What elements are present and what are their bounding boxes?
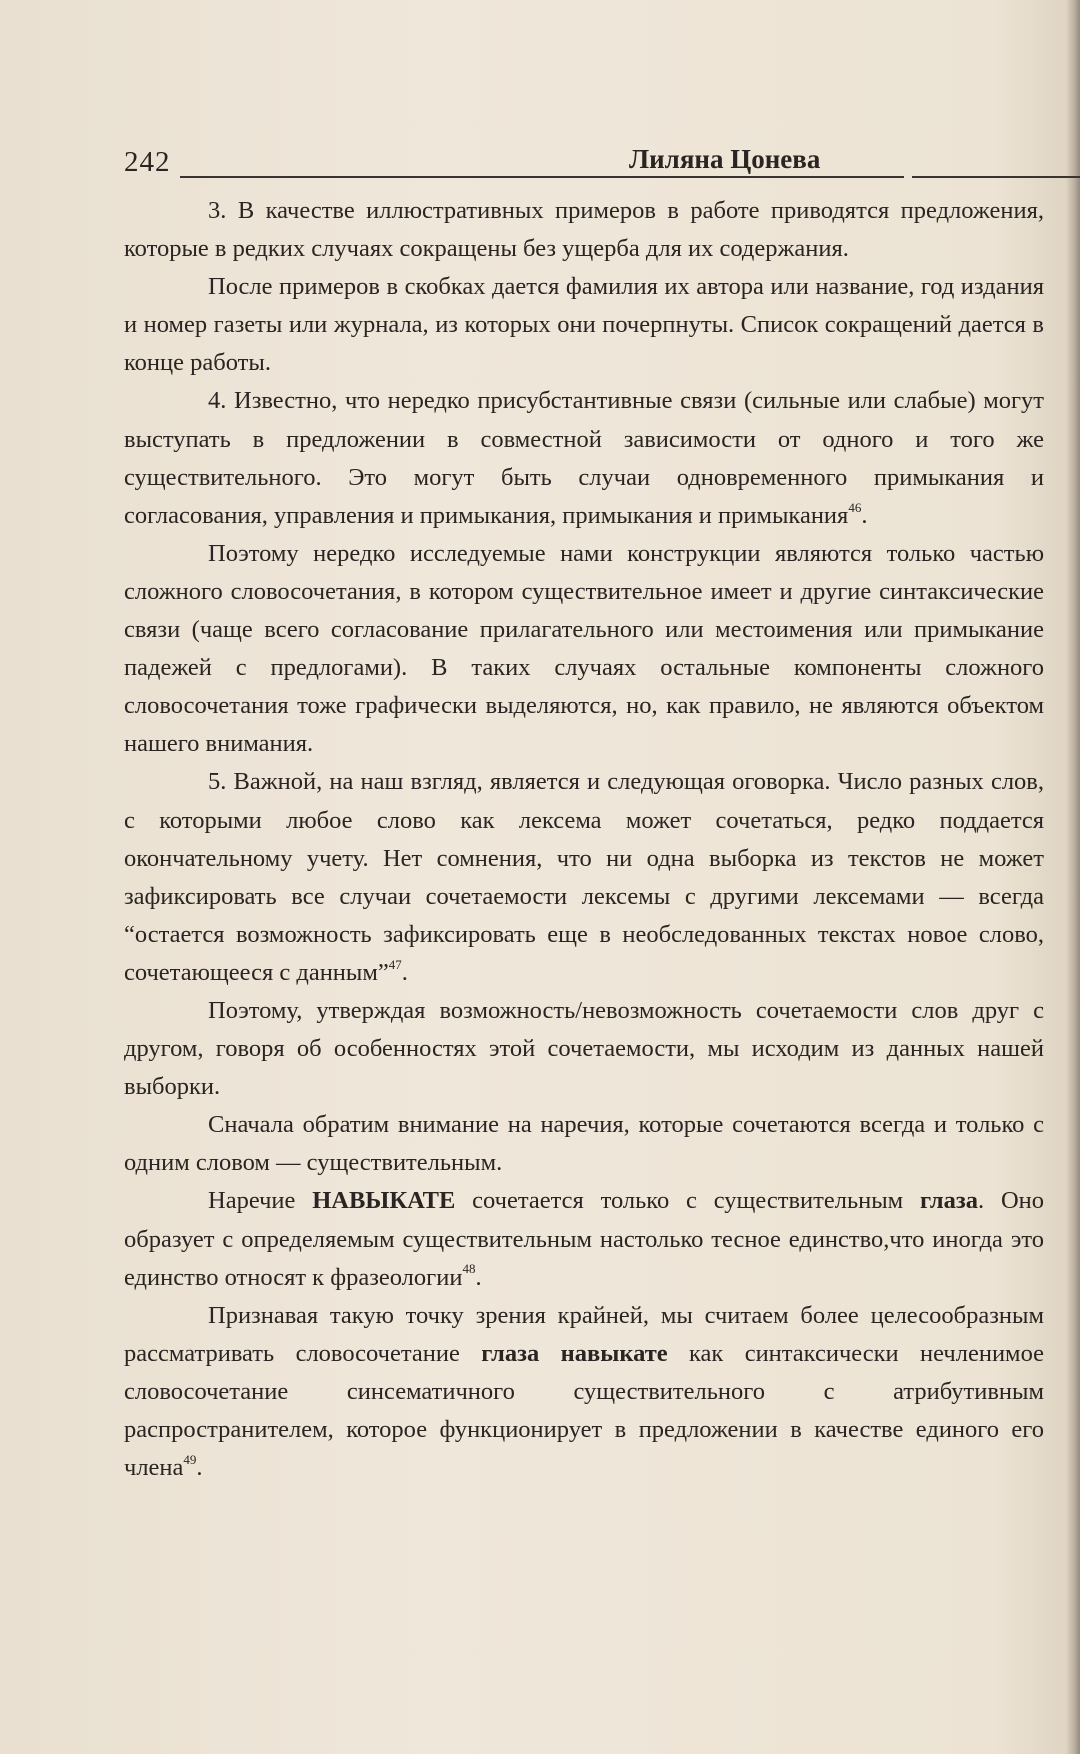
- paragraph-4: [124, 535, 1044, 764]
- page-edge-shadow: [1066, 0, 1080, 1754]
- paragraph-9: [124, 1297, 1044, 1487]
- paragraph-text: Признавая такую точку зрения крайней, мы считаем более целесообразным рассматривать словосочетание: [124, 1301, 1044, 1367]
- paragraph-text: как синтаксически нечленимое словосочетание синсематичного существительного с атрибутивным распространителем, которое функционирует в предложении в качестве единого его члена: [124, 1339, 1044, 1482]
- header-rule-right: [912, 176, 1080, 178]
- page-number: 242: [124, 146, 171, 178]
- paragraph-text: Поэтому нередко исследуемые нами конструкции являются только частью сложного словосочетания, в котором существительное имеет и другие синтаксические связи (чаще всего согласование прилагательного или местоимения или примыкание падежей с предлогами). В таких случаях остальные компоненты сложного словосочетания тоже графически выделяются, но, как правило, не являются объектом нашего внимания.: [124, 539, 1044, 758]
- footnote-ref-46: 46: [848, 499, 862, 515]
- paragraph-text: Поэтому, утверждая возможность/невозможность сочетаемости слов друг с другом, говоря об особенностях этой сочетаемости, мы исходим из данных нашей выборки.: [124, 996, 1044, 1101]
- paragraph-text: сочетается только с существительным: [455, 1187, 921, 1215]
- body-text: [124, 192, 1044, 1487]
- page-header: [124, 140, 1050, 184]
- footnote-ref-49: 49: [183, 1451, 197, 1467]
- paragraph-6: [124, 992, 1044, 1106]
- bold-term: глаза: [920, 1187, 978, 1215]
- punctuation: .: [861, 501, 868, 529]
- bold-term: глаза навыкате: [481, 1339, 668, 1367]
- paragraph-text: 5. Важной, на наш взгляд, является и следующая оговорка. Число разных слов, с которыми любое слово как лексема может сочетаться, редко поддается окончательному учету. Нет сомнения, что ни одна выборка из текстов не может зафиксировать все случаи сочетаемости лексемы с другими лексемами — всегда “остается возможность зафиксировать еще в необследованных текстах новое слово, сочетающееся с данным”: [124, 768, 1044, 986]
- footnote-ref-47: 47: [388, 956, 402, 972]
- paragraph-8: [124, 1182, 1044, 1296]
- paragraph-3: [124, 382, 1044, 534]
- paragraph-1: [124, 192, 1044, 268]
- paragraph-text: После примеров в скобках дается фамилия их автора или название, год издания и номер газеты или журнала, из которых они почерпнуты. Список сокращений дается в конце работы.: [124, 273, 1044, 377]
- running-title: Лиляна Цонева: [629, 144, 821, 174]
- paragraph-text: 4. Известно, что нередко присубстантивные связи (сильные или слабые) могут выступать в предложении в совместной зависимости от одного и того же существительного. Это могут быть случаи одновременного примыкания и согласования, управления и примыкания, примыкания и примыкания: [124, 387, 1044, 529]
- punctuation: .: [196, 1454, 203, 1482]
- header-rule-left: [180, 176, 904, 178]
- punctuation: .: [475, 1263, 482, 1291]
- punctuation: .: [401, 958, 408, 986]
- paragraph-text: Наречие: [208, 1187, 313, 1215]
- paragraph-text: 3. В качестве иллюстративных примеров в работе приводятся предложения, которые в редких случаях сокращены без ущерба для их содержания.: [124, 197, 1044, 263]
- bold-term: НАВЫКАТЕ: [312, 1187, 456, 1215]
- paragraph-text: . Оно образует с определяемым существительным настолько тесное единство,что иногда это единство относят к фразеологии: [124, 1187, 1044, 1291]
- paragraph-5: [124, 763, 1044, 992]
- paragraph-7: [124, 1106, 1044, 1182]
- paragraph-text: Сначала обратим внимание на наречия, которые сочетаются всегда и только с одним словом — существительным.: [124, 1111, 1044, 1177]
- footnote-ref-48: 48: [462, 1261, 476, 1277]
- paragraph-2: [124, 268, 1044, 382]
